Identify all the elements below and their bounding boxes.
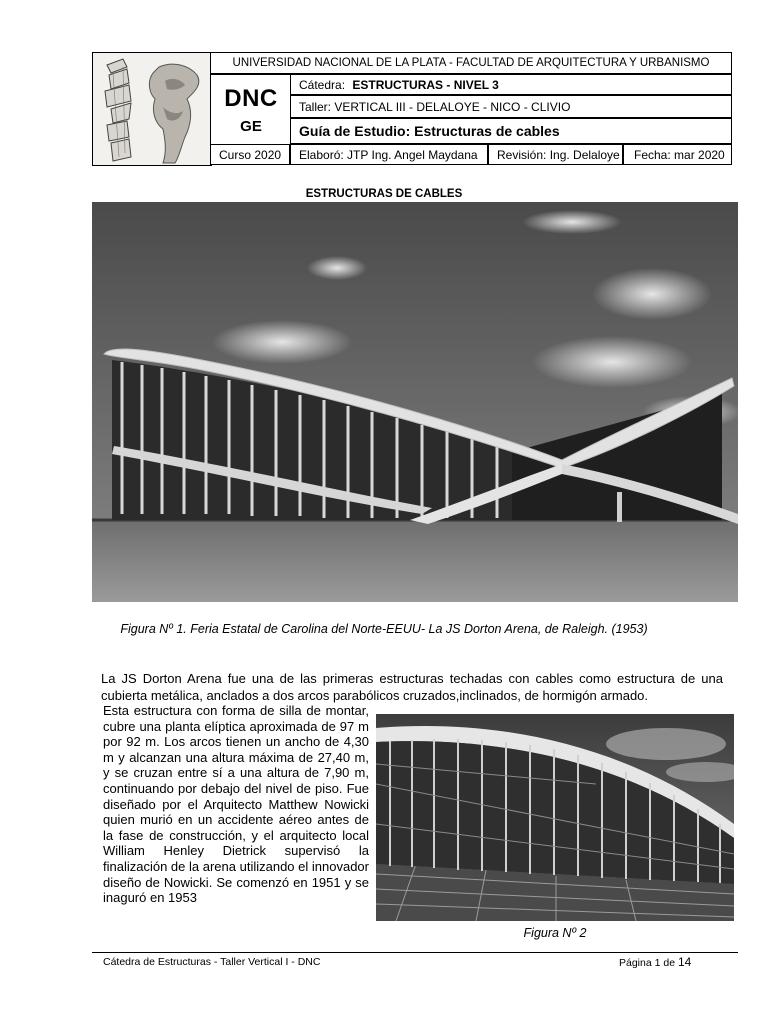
catedra-label: Cátedra: <box>299 78 346 92</box>
prepared-by-cell: Elaboró: JTP Ing. Angel Maydana <box>290 144 488 165</box>
page-total: 14 <box>677 955 692 969</box>
taller-cell: Taller: VERTICAL III - DELALOYE - NICO - CLIVIO <box>290 95 732 118</box>
dnc-logo-box <box>210 74 292 146</box>
catedra-value: ESTRUCTURAS - NIVEL 3 <box>352 78 499 92</box>
footer-divider <box>92 952 738 953</box>
course-cell: Curso 2020 <box>210 144 290 165</box>
revision-cell: Revisión: Ing. Delaloye <box>488 144 623 165</box>
sculpture-drawing-icon <box>93 53 211 165</box>
page-number <box>619 955 691 969</box>
ge-logo-text: GE <box>240 118 262 135</box>
dorton-arena-drawing <box>92 202 738 602</box>
arena-construction-photo <box>376 714 734 921</box>
figure-1-caption: Figura Nº 1. Feria Estatal de Carolina del Norte-EEUU- La JS Dorton Arena, de Raleigh. (1953) <box>120 622 648 636</box>
construction-drawing <box>376 714 734 921</box>
page-label: Página 1 de <box>619 957 676 969</box>
date-cell: Fecha: mar 2020 <box>623 144 732 165</box>
university-header: UNIVERSIDAD NACIONAL DE LA PLATA - FACULTAD DE ARQUITECTURA Y URBANISMO <box>210 52 732 74</box>
footer-course: Cátedra de Estructuras - Taller Vertical I - DNC <box>103 956 321 968</box>
dorton-arena-photo <box>92 202 738 602</box>
sculpture-logo-image <box>92 52 212 166</box>
intro-paragraph: La JS Dorton Arena fue una de las primeras estructuras techadas con cables como estructura de una cubierta metálica, anclados a dos arcos parabólicos cruzados,inclinados, de hormigón armado. <box>101 671 723 703</box>
study-guide-title: Guía de Estudio: Estructuras de cables <box>290 118 732 144</box>
document-title: ESTRUCTURAS DE CABLES <box>305 188 463 200</box>
catedra-cell <box>290 74 732 95</box>
description-paragraph: Esta estructura con forma de silla de montar, cubre una planta elíptica aproximada de 97 m por 92 m. Los arcos tienen un ancho de 4,30 m y alcanzan una altura máxima de 27,40 m, y se cruzan entre sí a una altura de 7,90 m, continuando por debajo del nivel de piso. Fue diseñado por el Arquitecto Matthew Nowicki quien murió en un accidente aéreo antes de la fase de construcción, y el arquitecto local William Henley Dietrick supervisó la finalización de la arena utilizando el innovador diseño de Nowicki. Se comenzó en 1951 y se inaguró en 1953 <box>103 703 369 906</box>
dnc-logo-text: DNC <box>224 85 278 112</box>
figure-2-caption: Figura Nº 2 <box>523 926 587 940</box>
